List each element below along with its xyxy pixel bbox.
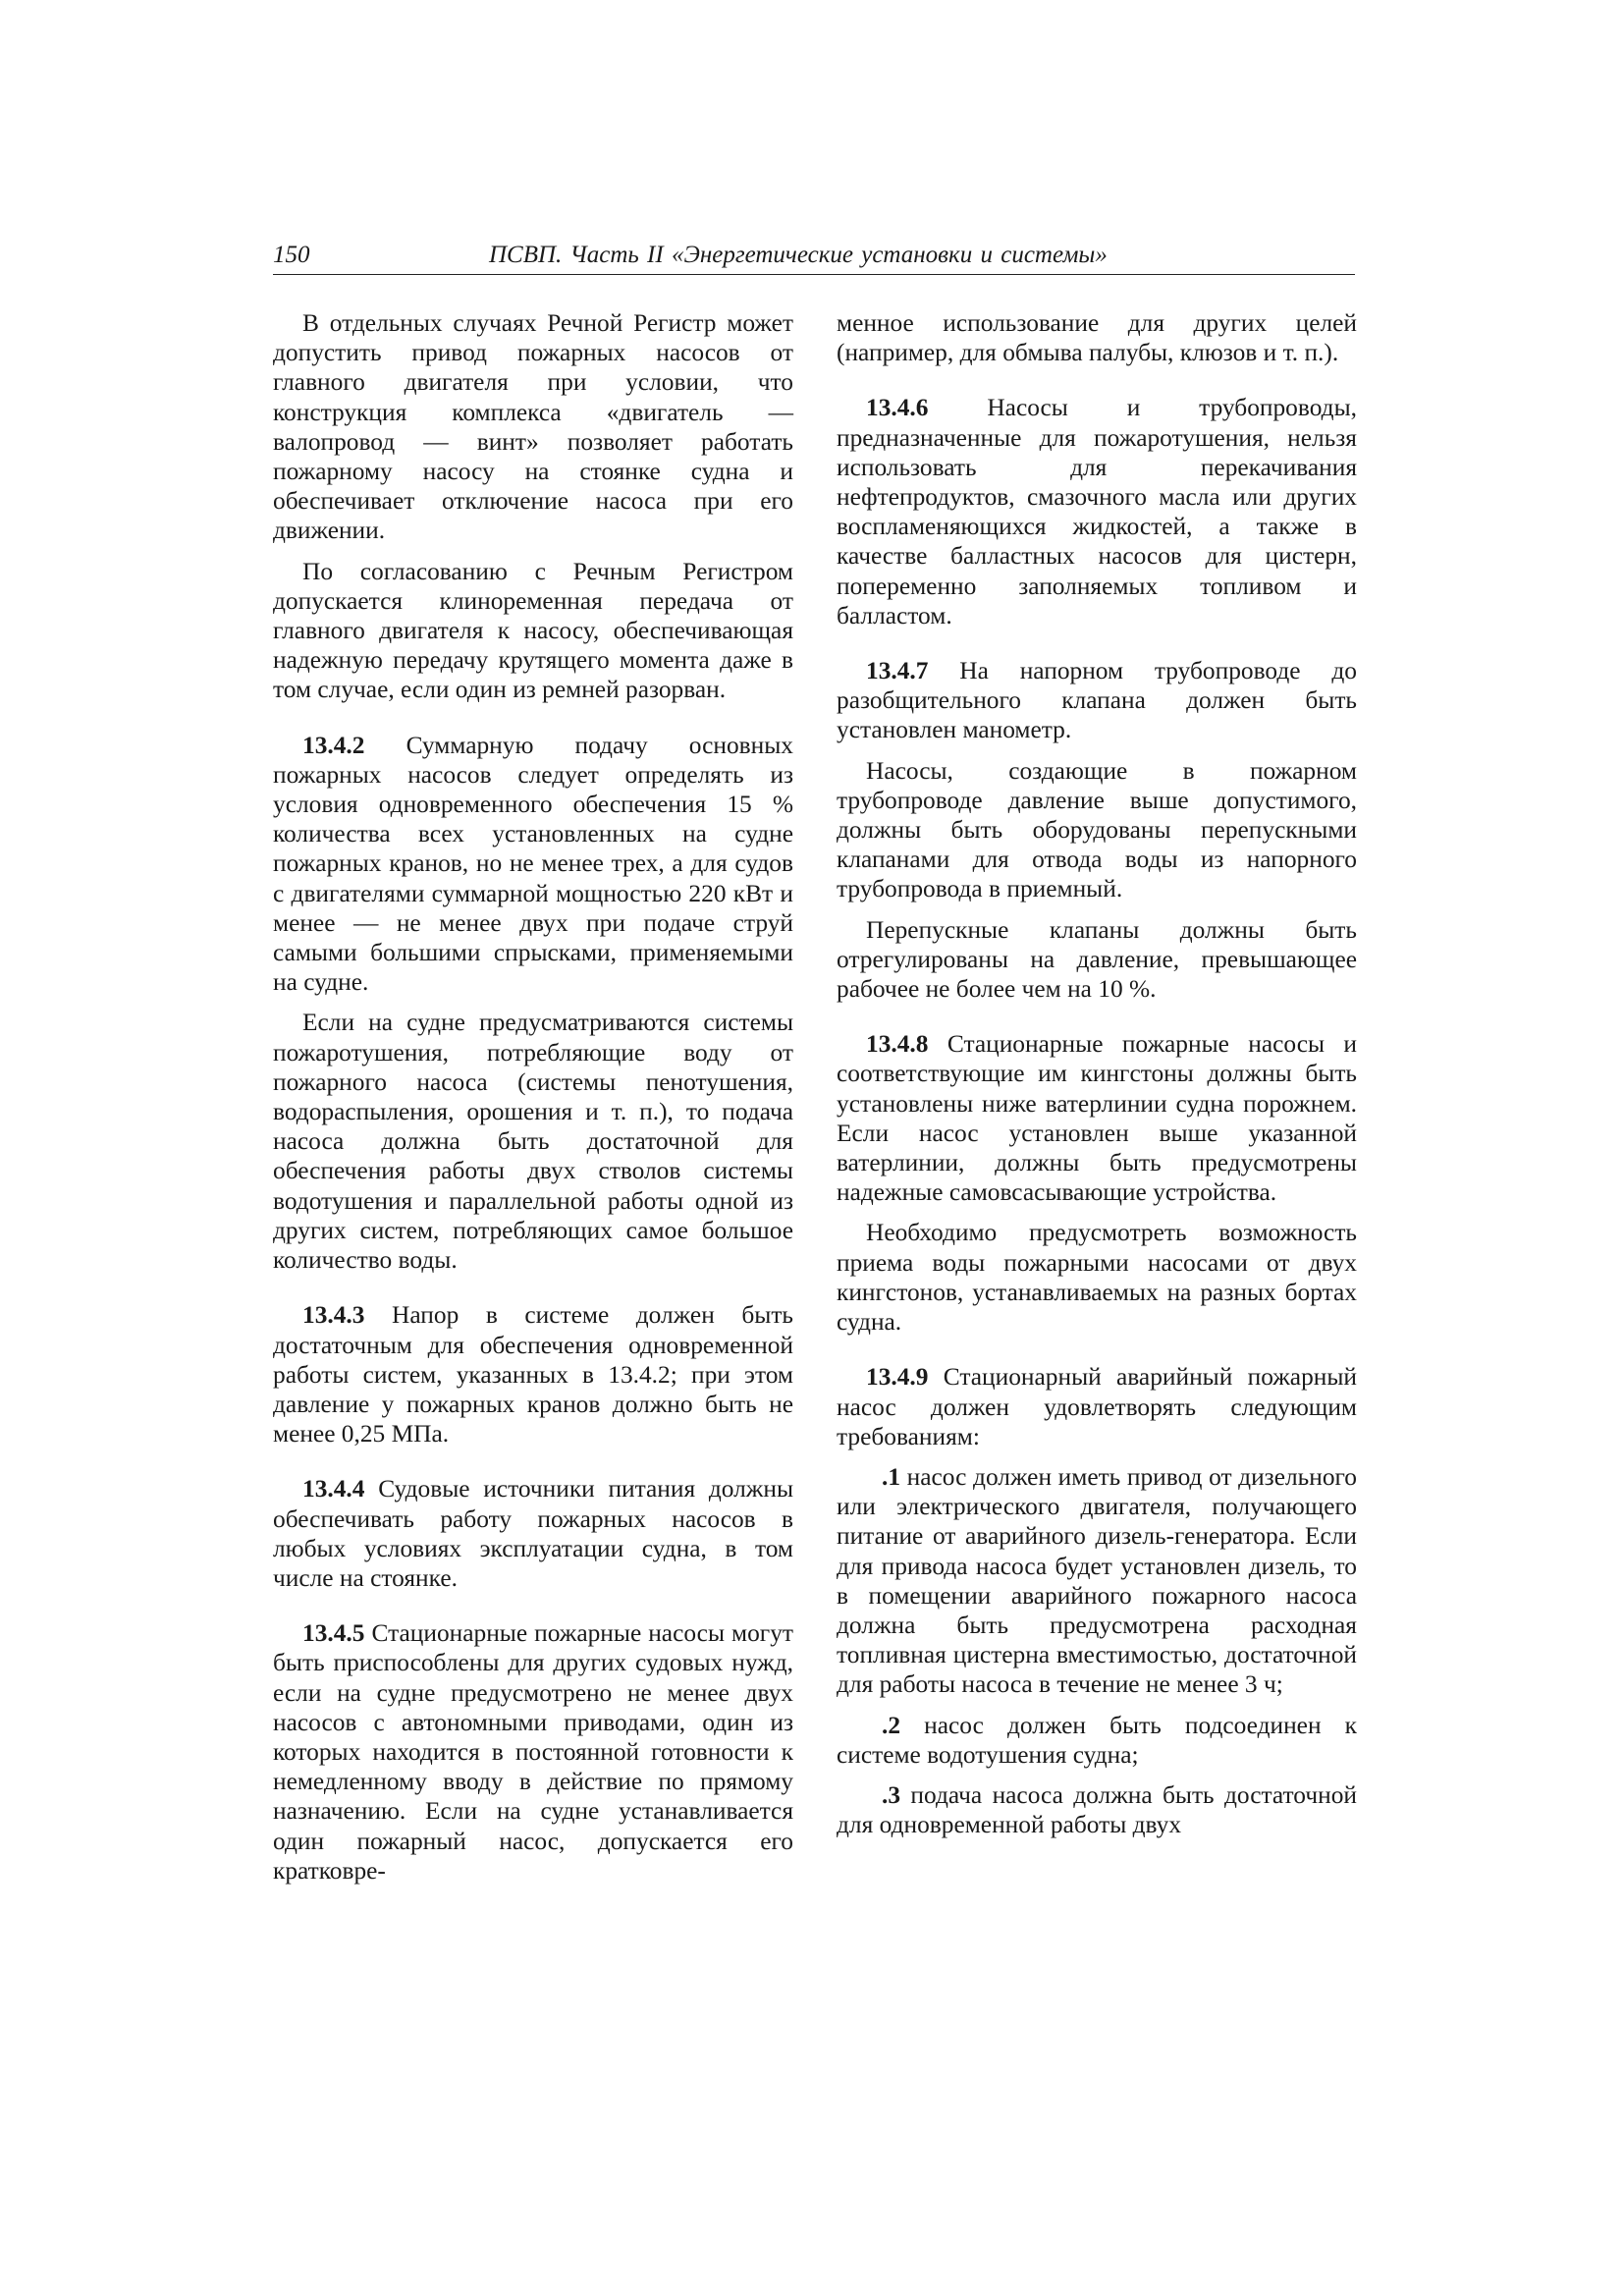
paragraph: Насосы, создающие в пожарном трубопроводе давление выше допустимого, должны быть оборудованы перепускными клапанами для отвода воды из напорного трубопровода в приемный.	[837, 756, 1357, 903]
section-number: 13.4.3	[302, 1301, 365, 1330]
paragraph: Если на судне предусматриваются системы пожаротушения, потребляющие воду от пожарного насоса (системы пенотушения, водораспыления, орошения и т. п.), то подача насоса должна быть достаточной для обеспечения работы двух стволов системы водотушения и параллельной работы одной из других систем, потребляющих самое большое количество воды.	[273, 1009, 793, 1275]
paragraph: Перепускные клапаны должны быть отрегулированы на давление, превышающее рабочее не более чем на 10 %.	[837, 915, 1357, 1004]
section-13-4-8	[837, 1029, 1357, 1207]
section-text: Стационарный аварийный пожарный насос должен удовлетворять следующим требованиям:	[837, 1363, 1357, 1450]
section-13-4-4	[273, 1474, 793, 1593]
section-text: Стационарные пожарные насосы могут быть приспособлены для других судовых нужд, если на судне предусмотрено не менее двух насосов с автономными приводами, один из которых находится в постоянной готовности к немедленному вводу в действие по прямому назначению. Если на судне устанавливается один пожарный насос, допускается его кратковре-	[273, 1619, 793, 1885]
section-number: 13.4.8	[866, 1030, 929, 1059]
right-column	[837, 308, 1357, 1850]
page-number: 150	[273, 242, 310, 268]
item-number: .2	[882, 1711, 901, 1739]
section-number: 13.4.5	[302, 1619, 365, 1648]
section-number: 13.4.6	[866, 394, 929, 422]
section-text: Судовые источники питания должны обеспечивать работу пожарных насосов в любых условиях эксплуатации судна, в том числе на стоянке.	[273, 1475, 793, 1592]
section-number: 13.4.2	[302, 731, 365, 759]
paragraph-continued: менное использование для других целей (например, для обмыва палубы, клюзов и т. п.).	[837, 309, 1357, 367]
section-13-4-2	[273, 731, 793, 998]
list-item-3	[837, 1780, 1357, 1839]
section-13-4-7	[837, 656, 1357, 745]
section-text: Напор в системе должен быть достаточным для обеспечения одновременной работы систем, указанных в 13.4.2; при этом давление у пожарных кранов должно быть не менее 0,25 МПа.	[273, 1301, 793, 1449]
section-text: Суммарную подачу основных пожарных насосов следует определять из условия одновременного обеспечения 15 % количества всех установленных на судне пожарных кранов, но не менее трех, а для судов с двигателями суммарной мощностью 220 кВт и менее — не менее двух при подаче струй самыми большими спрысками, применяемыми на судне.	[273, 731, 793, 997]
paragraph: В отдельных случаях Речной Регистр может допустить привод пожарных насосов от главного двигателя при условии, что конструкция комплекса «двигатель — валопровод — винт» позволяет работать пожарному насосу на стоянке судна и обеспечивает отключение насоса при его движении.	[273, 309, 793, 545]
running-title: ПСВП. Часть II «Энергетические установки и системы»	[489, 242, 1108, 268]
item-text: подача насоса должна быть достаточной для одновременной работы двух	[837, 1780, 1357, 1839]
item-number: .3	[882, 1780, 901, 1809]
list-item-2	[837, 1711, 1357, 1770]
section-number: 13.4.9	[866, 1363, 929, 1392]
section-number: 13.4.4	[302, 1475, 365, 1503]
section-number: 13.4.7	[866, 657, 929, 685]
section-text: На напорном трубопроводе до разобщительного клапана должен быть установлен манометр.	[837, 657, 1357, 744]
item-text: насос должен иметь привод от дизельного или электрического двигателя, получающего питание от аварийного дизель-генератора. Если для привода насоса будет установлен дизель, то в помещении аварийного пожарного насоса должна быть предусмотрена расходная топливная цистерна вместимостью, достаточной для работы насоса в течение не менее 3 ч;	[837, 1462, 1357, 1699]
section-text: Насосы и трубопроводы, предназначенные для пожаротушения, нельзя использовать для перекачивания нефтепродуктов, смазочного масла или других воспламеняющихся жидкостей, а также в качестве балластных насосов для цистерн, попеременно заполняемых топливом и балластом.	[837, 394, 1357, 629]
left-column	[273, 308, 793, 1896]
paragraph: По согласованию с Речным Регистром допускается клиноременная передача от главного двигателя к насосу, обеспечивающая надежную передачу крутящего момента даже в том случае, если один из ремней разорван.	[273, 557, 793, 704]
list-item-1	[837, 1462, 1357, 1700]
running-header	[273, 240, 1355, 275]
section-13-4-5	[273, 1618, 793, 1886]
section-13-4-9	[837, 1362, 1357, 1451]
paragraph: Необходимо предусмотреть возможность приема воды пожарными насосами от двух кингстонов, устанавливаемых на разных бортах судна.	[837, 1219, 1357, 1337]
item-number: .1	[882, 1462, 901, 1491]
item-text: насос должен быть подсоединен к системе водотушения судна;	[837, 1711, 1357, 1769]
section-13-4-6	[837, 393, 1357, 630]
section-13-4-3	[273, 1300, 793, 1449]
section-text: Стационарные пожарные насосы и соответствующие им кингстоны должны быть установлены ниже ватерлинии судна порожнем. Если насос установлен выше указанной ватерлинии, должны быть предусмотрены надежные самовсасывающие устройства.	[837, 1030, 1357, 1207]
